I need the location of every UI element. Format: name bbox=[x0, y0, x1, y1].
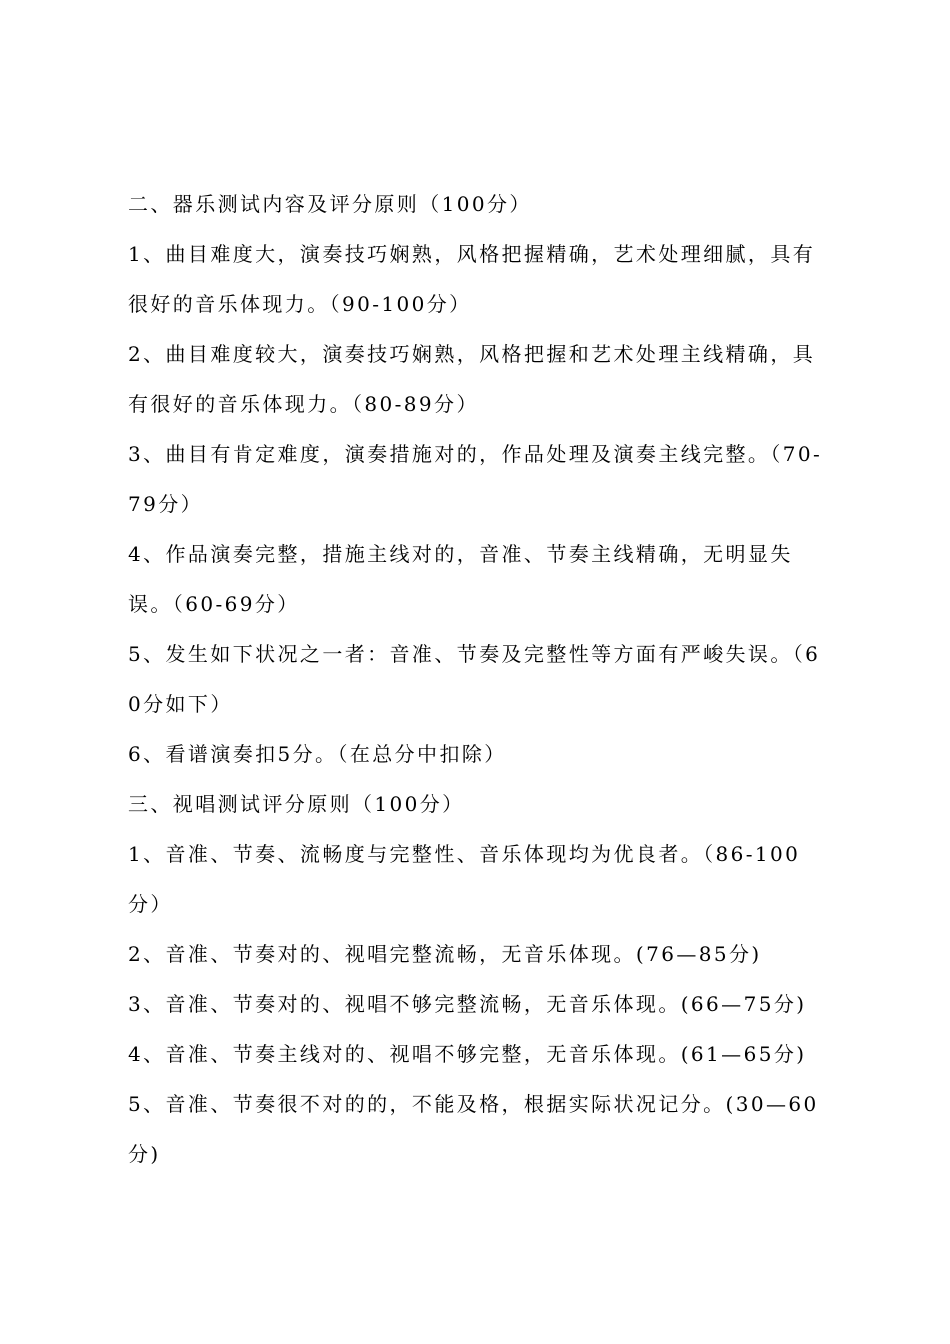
section2-item-1: 1、曲目难度大，演奏技巧娴熟，风格把握精确，艺术处理细腻，具有很好的音乐体现力。（90-100分） bbox=[128, 242, 816, 316]
section2-item-2: 2、曲目难度较大，演奏技巧娴熟，风格把握和艺术处理主线精确，具有很好的音乐体现力。（80-89分） bbox=[128, 342, 816, 416]
section3-item-1: 1、音准、节奏、流畅度与完整性、音乐体现均为优良者。（86-100分） bbox=[128, 842, 801, 916]
section2-heading: 二、器乐测试内容及评分原则（100分） bbox=[128, 192, 532, 216]
document-body bbox=[128, 179, 832, 1179]
section2-item-5: 5、发生如下状况之一者：音准、节奏及完整性等方面有严峻失误。（60分如下） bbox=[128, 642, 821, 716]
section3-item-5: 5、音准、节奏很不对的的，不能及格，根据实际状况记分。(30—60分) bbox=[128, 1092, 819, 1166]
section3-item-3: 3、音准、节奏对的、视唱不够完整流畅，无音乐体现。(66—75分) bbox=[128, 992, 807, 1016]
section3-heading: 三、视唱测试评分原则（100分） bbox=[128, 792, 465, 816]
section2-item-3: 3、曲目有肯定难度，演奏措施对的，作品处理及演奏主线完整。（70-79分） bbox=[128, 442, 823, 516]
section2-item-6: 6、看谱演奏扣5分。（在总分中扣除） bbox=[128, 742, 507, 766]
section3-item-2: 2、音准、节奏对的、视唱完整流畅，无音乐体现。(76—85分) bbox=[128, 942, 762, 966]
section2-item-4: 4、作品演奏完整，措施主线对的，音准、节奏主线精确，无明显失误。（60-69分） bbox=[128, 542, 793, 616]
section3-item-4: 4、音准、节奏主线对的、视唱不够完整，无音乐体现。(61—65分) bbox=[128, 1042, 807, 1066]
